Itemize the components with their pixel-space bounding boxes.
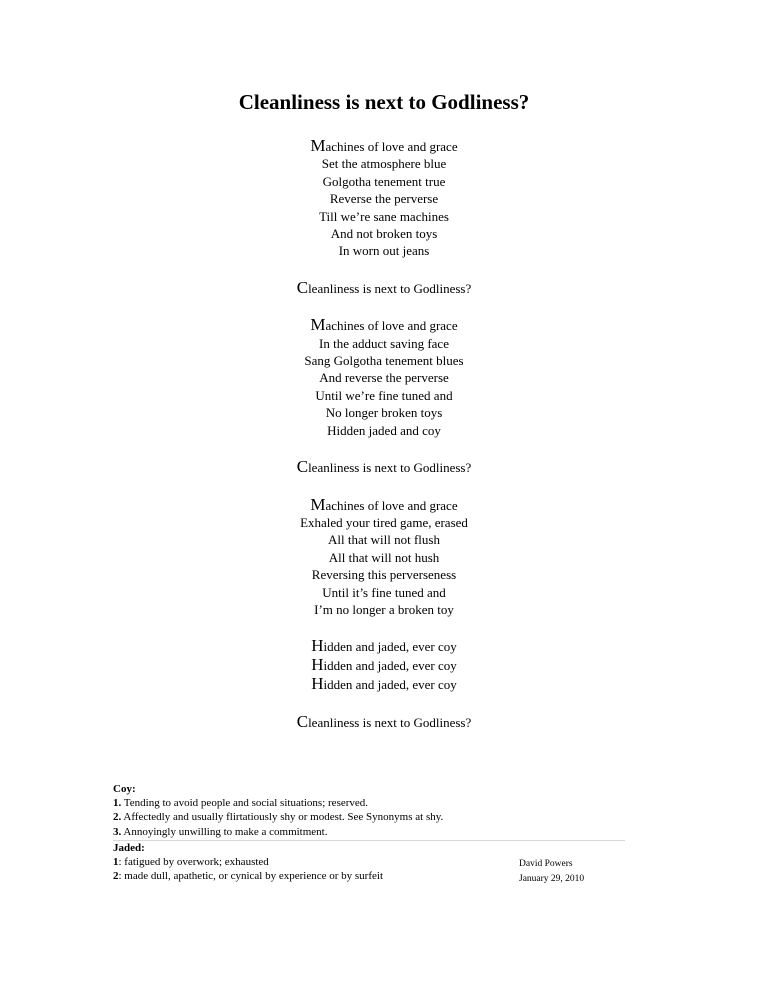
line-rest: idden and jaded, ever coy [323,677,457,693]
definition-number: 3. [113,825,122,838]
definition-text: : fatigued by overwork; exhausted [118,856,269,869]
drop-initial: C [296,457,309,477]
stanza-4 [0,458,768,476]
poem-line: And reverse the perverse [319,370,449,386]
stanza-first-line [0,458,768,476]
stanza-5 [0,496,768,619]
drop-initial: H [311,636,324,656]
coy-heading: Coy: [113,783,136,795]
poem-line: I’m no longer a broken toy [314,601,454,617]
definition-number: 2. [113,811,122,824]
signature [519,857,584,888]
poem-line: No longer broken toys [325,405,443,421]
line-rest: achines of love and grace [325,318,458,334]
definition-text: Affectedly and usually flirtatiously shy or modest. See Synonyms at shy. [121,811,444,824]
poem-line: In the adduct saving face [319,335,449,351]
closing-line [0,713,768,731]
poem-line: All that will not flush [328,532,440,548]
poem-line: Exhaled your tired game, erased [300,514,468,530]
poem-body [0,137,768,751]
refrain-line [0,656,768,675]
stanza-first-line [0,496,768,514]
line-rest: idden and jaded, ever coy [323,658,457,674]
stanza-first-line [0,279,768,297]
poem-line: In worn out jeans [338,243,430,259]
refrain-line [0,637,768,656]
definition-item [113,810,633,824]
line-rest: idden and jaded, ever coy [323,639,457,655]
closing-stanza [0,713,768,731]
stanza-2 [0,279,768,297]
line-rest: leanliness is next to Godliness? [308,280,472,296]
definition-number: 1. [113,797,122,810]
poem-line: Sang Golgotha tenement blues [304,353,464,369]
poem-line: Reversing this perverseness [311,567,457,583]
definition-number: 1 [113,856,119,869]
drop-initial: H [311,655,324,675]
line-rest: leanliness is next to Godliness? [308,460,472,476]
drop-initial: C [296,712,309,732]
refrain-stanza [0,637,768,694]
poem-line: Golgotha tenement true [322,173,446,189]
drop-initial: M [310,494,326,514]
stanza-first-line [0,137,768,155]
poem-line: Set the atmosphere blue [321,156,447,172]
poem-line: Reverse the perverse [329,191,439,207]
line-rest: leanliness is next to Godliness? [308,715,472,731]
drop-initial: H [311,674,324,694]
poem-line: All that will not hush [328,549,440,565]
definition-item [113,796,633,810]
definition-text: : made dull, apathetic, or cynical by experience or by surfeit [118,870,384,883]
stanza-first-line [0,316,768,334]
definition-text: Annoyingly unwilling to make a commitment. [121,825,328,838]
signature-date: January 29, 2010 [519,874,585,885]
poem-line: Until we’re fine tuned and [315,387,453,403]
definition-number: 2 [113,870,119,883]
jaded-heading: Jaded: [113,841,145,854]
poem-title: Cleanliness is next to Godliness? [238,90,530,114]
author-name: David Powers [519,859,573,869]
poem-line: Hidden jaded and coy [327,422,441,438]
poem-line: Till we’re sane machines [319,208,449,224]
poem-line: Until it’s fine tuned and [322,584,446,600]
refrain-line [0,675,768,694]
stanza-3 [0,316,768,439]
drop-initial: C [296,277,309,297]
definition-text: Tending to avoid people and social situations; reserved. [121,797,369,810]
line-rest: achines of love and grace [325,139,458,154]
drop-initial: M [310,315,326,335]
stanza-1 [0,137,768,260]
definition-item [113,825,633,839]
poem-line: And not broken toys [330,226,438,242]
drop-initial: M [310,136,326,155]
line-rest: achines of love and grace [325,497,458,513]
